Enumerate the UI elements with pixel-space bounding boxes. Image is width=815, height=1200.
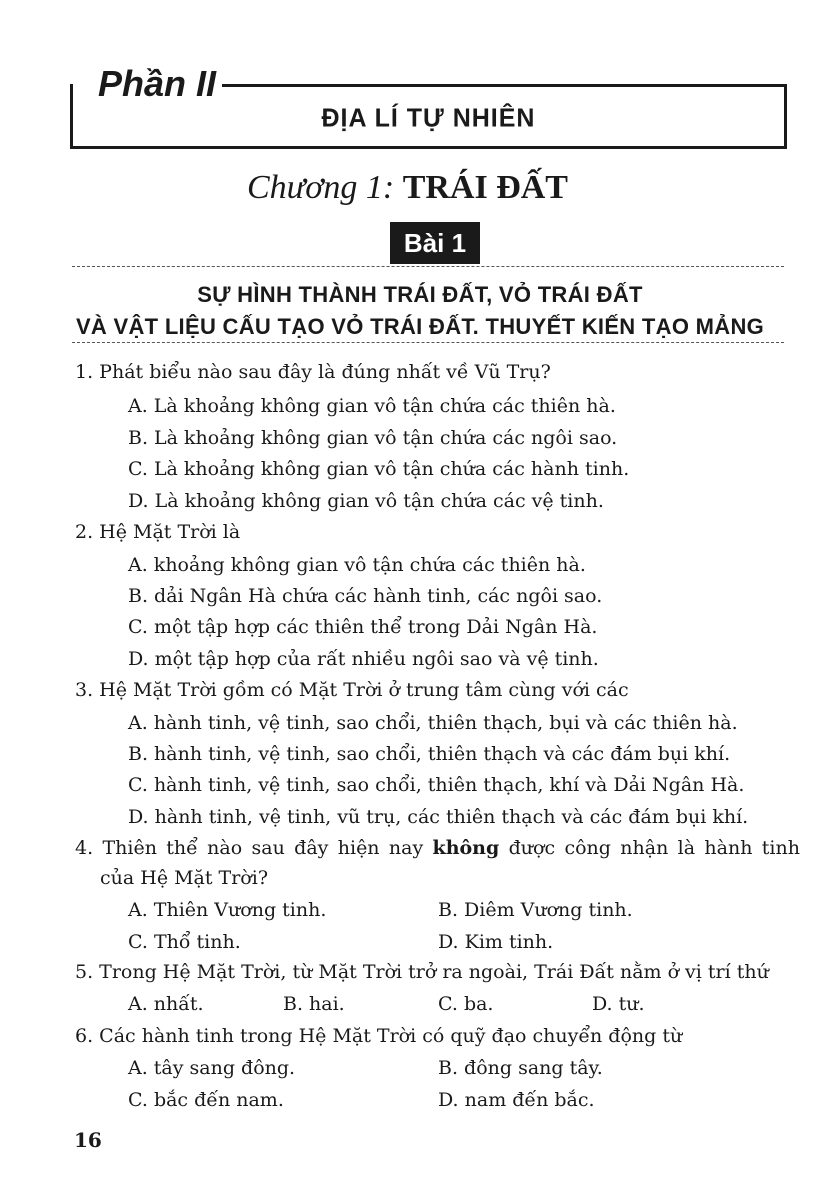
question-4-emphasis: không [432, 837, 500, 859]
part-label: Phần II [96, 62, 222, 106]
question-2-option-b: B. dải Ngân Hà chứa các hành tinh, các ngôi sao. [128, 585, 603, 607]
question-4-line-1 [75, 836, 800, 860]
question-3-option-b: B. hành tinh, vệ tinh, sao chổi, thiên thạch và các đám bụi khí. [128, 743, 731, 765]
divider-top [72, 266, 784, 267]
question-3-option-d: D. hành tinh, vệ tinh, vũ trụ, các thiên thạch và các đám bụi khí. [128, 806, 749, 828]
question-4-option-d: D. Kim tinh. [438, 931, 554, 953]
question-1-option-b: B. Là khoảng không gian vô tận chứa các ngôi sao. [128, 427, 618, 449]
question-6-option-b: B. đông sang tây. [438, 1057, 603, 1079]
divider-bottom [72, 342, 784, 343]
question-4-text-after: được công nhận là hành tinh [508, 837, 800, 859]
question-1: 1. Phát biểu nào sau đây là đúng nhất về Vũ Trụ? [75, 361, 551, 383]
question-5-option-a: A. nhất. [128, 993, 204, 1015]
question-2-option-d: D. một tập hợp của rất nhiều ngôi sao và vệ tinh. [128, 648, 599, 670]
chapter-label: Chương 1: [246, 169, 395, 206]
question-5-option-b: B. hai. [283, 993, 345, 1015]
question-6: 6. Các hành tinh trong Hệ Mặt Trời có quỹ đạo chuyển động từ [75, 1025, 683, 1047]
question-1-option-a: A. Là khoảng không gian vô tận chứa các thiên hà. [128, 395, 616, 417]
question-4-option-b: B. Diêm Vương tinh. [438, 899, 633, 921]
question-3-option-c: C. hành tinh, vệ tinh, sao chổi, thiên thạch, khí và Dải Ngân Hà. [128, 774, 745, 796]
question-2-option-a: A. khoảng không gian vô tận chứa các thiên hà. [128, 554, 586, 576]
lesson-title-line-1: SỰ HÌNH THÀNH TRÁI ĐẤT, VỎ TRÁI ĐẤT [197, 282, 643, 307]
chapter-name: TRÁI ĐẤT [402, 169, 568, 206]
question-4-option-c: C. Thổ tinh. [128, 931, 241, 953]
question-5: 5. Trong Hệ Mặt Trời, từ Mặt Trời trở ra ngoài, Trái Đất nằm ở vị trí thứ [75, 961, 769, 983]
question-6-option-a: A. tây sang đông. [128, 1057, 296, 1079]
question-3-option-a: A. hành tinh, vệ tinh, sao chổi, thiên thạch, bụi và các thiên hà. [128, 712, 738, 734]
question-6-option-d: D. nam đến bắc. [438, 1089, 595, 1111]
question-1-option-d: D. Là khoảng không gian vô tận chứa các vệ tinh. [128, 490, 604, 512]
question-4-text-before: 4. Thiên thể nào sau đây hiện nay [75, 837, 424, 859]
part-header-corner [70, 84, 73, 98]
page-number: 16 [74, 1128, 102, 1152]
question-4-line-2: của Hệ Mặt Trời? [100, 867, 269, 889]
lesson-badge: Bài 1 [390, 222, 480, 264]
question-6-option-c: C. bắc đến nam. [128, 1089, 284, 1111]
lesson-title-line-2: VÀ VẬT LIỆU CẤU TẠO VỎ TRÁI ĐẤT. THUYẾT KIẾN TẠO MẢNG [75, 314, 765, 339]
question-5-option-d: D. tư. [592, 993, 645, 1015]
question-1-option-c: C. Là khoảng không gian vô tận chứa các hành tinh. [128, 458, 630, 480]
question-2: 2. Hệ Mặt Trời là [75, 521, 241, 543]
chapter-title [0, 168, 815, 208]
question-2-option-c: C. một tập hợp các thiên thể trong Dải Ngân Hà. [128, 616, 598, 638]
question-4-option-a: A. Thiên Vương tinh. [128, 899, 327, 921]
part-header-top-line [212, 84, 784, 87]
question-5-option-c: C. ba. [438, 993, 494, 1015]
part-title: ĐỊA LÍ TỰ NHIÊN [321, 103, 536, 133]
question-3: 3. Hệ Mặt Trời gồm có Mặt Trời ở trung tâm cùng với các [75, 679, 629, 701]
